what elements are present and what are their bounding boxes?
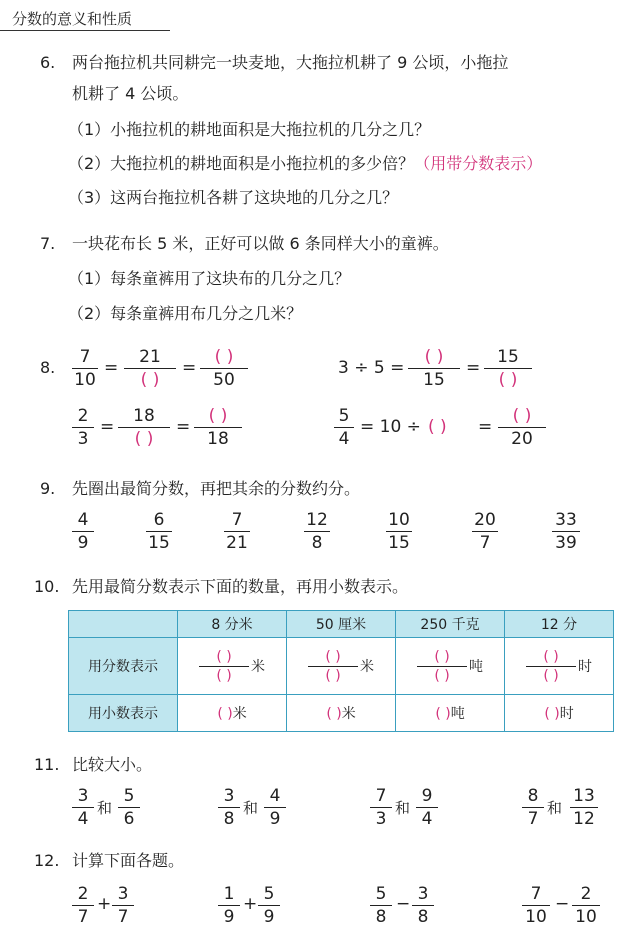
table-header: 50 厘米 (287, 611, 396, 638)
q9-fraction[interactable]: 10 15 (386, 510, 412, 553)
q11-number: 11. (34, 755, 60, 774)
fraction-answer-cell[interactable]: ( ) ( ) 时 (505, 638, 614, 695)
q8-number: 8. (40, 358, 56, 377)
q6-sub2 (68, 153, 542, 175)
q7-sub2: （2）每条童裤用布几分之几米？ (68, 304, 303, 323)
q10-number: 10. (34, 577, 60, 596)
q12-fraction: 1 9 (218, 884, 240, 927)
q11-fraction: 7 3 (370, 786, 392, 829)
q6-number: 6. (40, 53, 56, 72)
q11-text: 比较大小。 (72, 755, 153, 774)
q9-fraction[interactable]: 4 9 (72, 510, 94, 553)
and-word: 和 (97, 799, 113, 817)
q11-fraction: 3 8 (218, 786, 240, 829)
q11-fraction: 5 6 (118, 786, 140, 829)
q7-number: 7. (40, 234, 56, 253)
fraction-answer-cell[interactable]: ( ) ( ) 吨 (396, 638, 505, 695)
q12-fraction: 5 9 (258, 884, 280, 927)
equals-sign: = (182, 358, 197, 378)
decimal-answer-cell[interactable]: ( )吨 (396, 695, 505, 732)
q11-fraction: 8 7 (522, 786, 544, 829)
decimal-answer-cell[interactable]: ( )时 (505, 695, 614, 732)
q9-fraction[interactable]: 20 7 (472, 510, 498, 553)
q8-eq4-fraction-a: 5 4 (334, 406, 354, 449)
q12-fraction: 7 10 (522, 884, 550, 927)
equals-sign: = (478, 417, 493, 437)
q6-sub1: （1）小拖拉机的耕地面积是大拖拉机的几分之几？ (68, 120, 431, 139)
q8-eq4-mid: = 10 ÷ (360, 417, 421, 437)
q12-text: 计算下面各题。 (72, 851, 185, 870)
q11-fraction: 4 9 (264, 786, 286, 829)
equals-sign: = (466, 358, 481, 378)
row-label-decimal: 用小数表示 (69, 695, 178, 732)
q9-number: 9. (40, 479, 56, 498)
q6-sub3: （3）这两台拖拉机各耕了这块地的几分之几？ (68, 188, 399, 207)
equals-sign: = (100, 417, 115, 437)
q12-fraction: 2 7 (72, 884, 94, 927)
decimal-answer-cell[interactable]: ( )米 (178, 695, 287, 732)
q8-eq2-lhs: 3 ÷ 5 = (338, 358, 405, 378)
q7-sub1: （1）每条童裤用了这块布的几分之几？ (68, 269, 351, 288)
and-word: 和 (395, 799, 411, 817)
q8-eq2-fraction-b[interactable]: ( ) 15 (408, 347, 460, 390)
operator: + (97, 894, 112, 914)
q8-eq1-fraction-a: 7 10 (72, 347, 98, 390)
fraction-answer-cell[interactable]: ( ) ( ) 米 (178, 638, 287, 695)
equals-sign: = (176, 417, 191, 437)
table-header: 12 分 (505, 611, 614, 638)
q12-number: 12. (34, 851, 60, 870)
table-header: 8 分米 (178, 611, 287, 638)
q7-text: 一块花布长 5 米，正好可以做 6 条同样大小的童裤。 (72, 234, 449, 253)
q11-fraction: 13 12 (570, 786, 598, 829)
section-title: 分数的意义和性质 (12, 10, 133, 28)
fraction-answer-cell[interactable]: ( ) ( ) 米 (287, 638, 396, 695)
q8-eq1-fraction-b: 21 ( ) (124, 347, 176, 390)
decimal-answer-cell[interactable]: ( )米 (287, 695, 396, 732)
operator: + (243, 894, 258, 914)
q12-fraction: 2 10 (572, 884, 600, 927)
q10-text: 先用最简分数表示下面的数量，再用小数表示。 (72, 577, 409, 596)
equals-sign: = (104, 358, 119, 378)
q9-fraction[interactable]: 6 15 (146, 510, 172, 553)
q12-fraction: 3 7 (112, 884, 134, 927)
operator: − (555, 894, 570, 914)
and-word: 和 (547, 799, 563, 817)
q6-sub2-note: （用带分数表示） (414, 154, 543, 173)
q11-fraction: 3 4 (72, 786, 94, 829)
q6-sub2-text: （2）大拖拉机的耕地面积是小拖拉机的多少倍？ (68, 154, 415, 173)
row-label-fraction: 用分数表示 (69, 638, 178, 695)
q9-fraction[interactable]: 33 39 (552, 510, 580, 553)
q9-fraction[interactable]: 7 21 (224, 510, 250, 553)
q8-eq3-fraction-c[interactable]: ( ) 18 (194, 406, 242, 449)
q8-eq4-blank[interactable]: ( ) (428, 417, 447, 437)
q8-eq1-fraction-c[interactable]: ( ) 50 (200, 347, 248, 390)
q6-text-line1: 两台拖拉机共同耕完一块麦地，大拖拉机耕了 9 公顷，小拖拉 (72, 53, 509, 72)
q9-fraction[interactable]: 12 8 (304, 510, 330, 553)
q8-eq4-fraction-c[interactable]: ( ) 20 (498, 406, 546, 449)
q11-fraction: 9 4 (416, 786, 438, 829)
q12-fraction: 5 8 (370, 884, 392, 927)
q12-fraction: 3 8 (412, 884, 434, 927)
q9-text: 先圈出最简分数，再把其余的分数约分。 (72, 479, 361, 498)
section-header (0, 4, 170, 31)
q10-table (68, 610, 614, 732)
q8-eq2-fraction-c[interactable]: 15 ( ) (484, 347, 532, 390)
q8-eq3-fraction-b[interactable]: 18 ( ) (118, 406, 170, 449)
and-word: 和 (243, 799, 259, 817)
table-header: 250 千克 (396, 611, 505, 638)
table-corner (69, 611, 178, 638)
q8-eq3-fraction-a: 2 3 (72, 406, 94, 449)
operator: − (396, 894, 411, 914)
q6-text-line2: 机耕了 4 公顷。 (72, 84, 189, 103)
